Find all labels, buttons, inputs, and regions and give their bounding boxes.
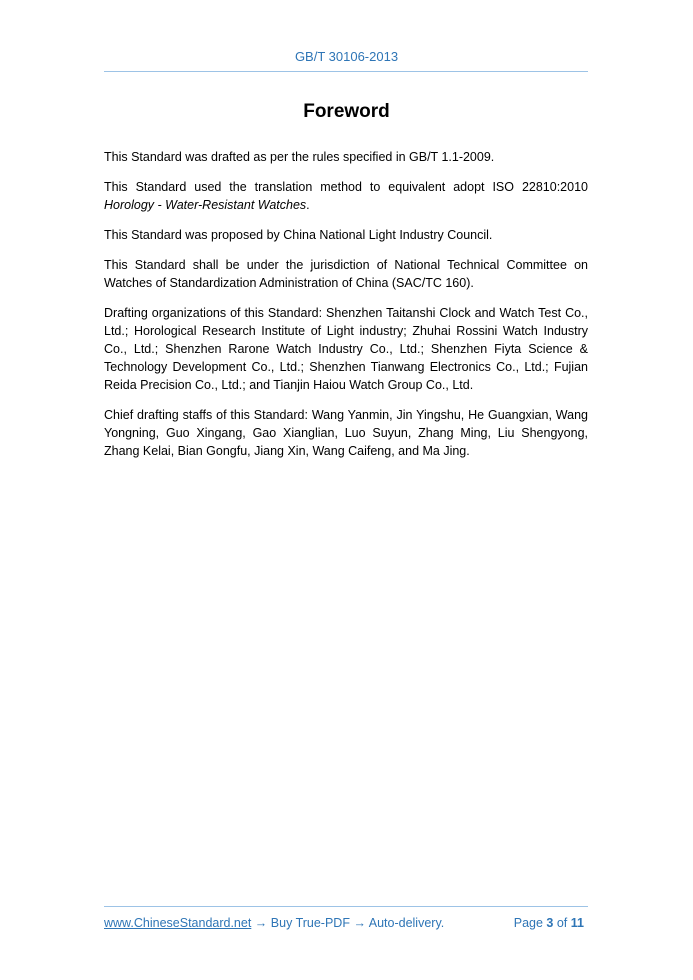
page-number (514, 916, 584, 930)
arrow-right-icon: → (254, 916, 268, 930)
total-pages: 11 (570, 916, 584, 930)
buy-pdf-text: Buy True-PDF (270, 916, 350, 930)
adopted-standard-title: Horology - Water-Resistant Watches (104, 198, 307, 212)
translation-method-text: This Standard used the translation method to equivalent adopt ISO 22810:2010 (104, 180, 588, 194)
sentence-end: . (306, 198, 310, 212)
auto-delivery-text: Auto-delivery. (368, 916, 445, 930)
paragraph-drafting-rules: This Standard was drafted as per the rules specified in GB/T 1.1-2009. (104, 150, 495, 164)
page-label: Page (513, 916, 543, 930)
paragraph-translation-method (104, 178, 588, 214)
paragraph-proposed-by: This Standard was proposed by China National Light Industry Council. (104, 228, 493, 242)
foreword-body (104, 148, 588, 472)
page-title: Foreword (303, 101, 390, 122)
paragraph-drafting-organizations: Drafting organizations of this Standard: Shenzhen Taitanshi Clock and Watch Test Co., Ltd.; Horological Research Institute of Light industry; Zhuhai Rossini Watch Industry Co., Ltd.; Shenzhen Rarone Watch Industry Co., Ltd.; Shenzhen Fiyta Science & Technology Development Co., Ltd.; Shenzhen Tianwang Electronics Co., Ltd.; Fujian Reida Precision Co., Ltd.; and Tianjin Haiou Watch Group Co., Ltd. (104, 306, 588, 392)
chinesestandard-link[interactable]: www.ChineseStandard.net (104, 916, 252, 930)
footer-promo (104, 916, 444, 930)
paragraph-jurisdiction: This Standard shall be under the jurisdiction of National Technical Committee on Watches of Standardization Administration of China (SAC/TC 160). (104, 258, 588, 290)
running-header: GB/T 30106-2013 (294, 49, 399, 64)
current-page: 3 (546, 916, 554, 930)
paragraph-drafting-staff: Chief drafting staffs of this Standard: Wang Yanmin, Jin Yingshu, He Guangxian, Wang Yongning, Guo Xingang, Gao Xianglian, Luo Suyun, Zhang Ming, Liu Shengyong, Zhang Kelai, Bian Gongfu, Jiang Xin, Wang Caifeng, and Ma Jing. (104, 408, 588, 458)
arrow-right-icon: → (353, 916, 366, 930)
of-label: of (556, 916, 568, 930)
footer-divider (104, 906, 588, 907)
header-divider (104, 71, 588, 72)
